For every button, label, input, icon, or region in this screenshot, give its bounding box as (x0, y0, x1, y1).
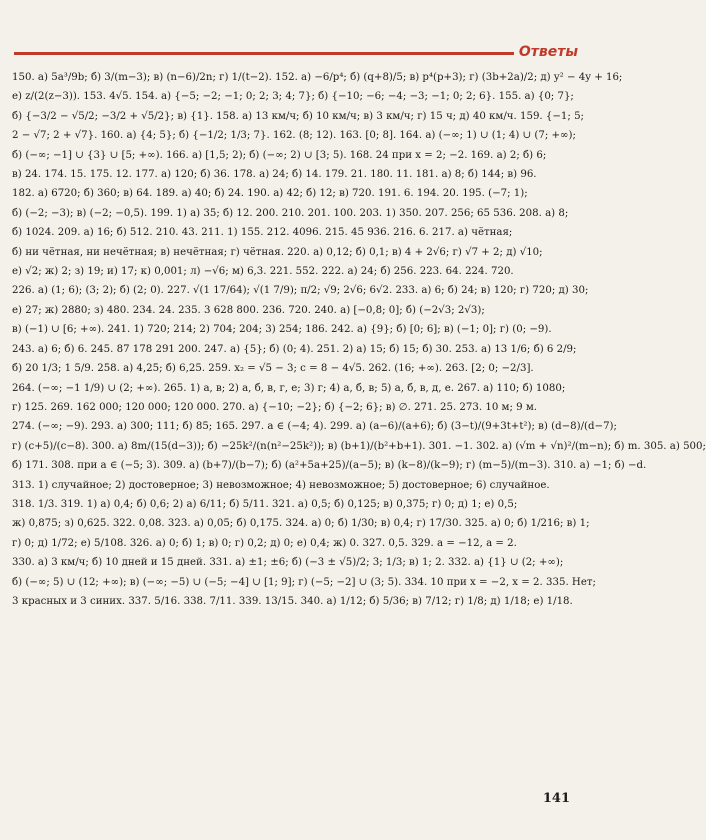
answer-line: е) z/(2(z−3)). 153. 4√5. 154. а) {−5; −2; −1; 0; 2; 3; 4; 7}; б) {−10; −6; −4; −3; −1; 0; 2; 6}. 155. а) {0; 7}; (12, 91, 574, 103)
answer-line: б) 20 1/3; 1 5/9. 258. а) 4,25; б) 6,25. 259. x₂ = √5 − 3; c = 8 − 4√5. 262. (16; +∞). 263. [2; 0; −2/3]. (12, 363, 534, 375)
answer-line: 2 − √7; 2 + √7}. 160. а) {4; 5}; б) {−1/2; 1/3; 7}. 162. (8; 12). 163. [0; 8]. 164. а) (−∞; 1) ∪ (1; 4) ∪ (7; +∞); (12, 130, 576, 142)
answer-line: 226. а) (1; 6); (3; 2); б) (2; 0). 227. √(1 17/64); √(1 7/9); π/2; √9; 2√6; 6√2. 233. а) 6; б) 24; в) 120; г) 720; д) 30; (12, 285, 589, 297)
answers-text (12, 68, 706, 788)
answer-line: 243. а) 6; б) 6. 245. 87 178 291 200. 247. а) {5}; б) (0; 4). 251. 2) а) 15; б) 15; б) 30. 253. а) 13 1/6; б) 6 2/9; (12, 343, 577, 355)
answer-line: б) 171. 308. при a ∈ (−5; 3). 309. а) (b+7)/(b−7); б) (a²+5a+25)/(a−5); в) (k−8)/(k−9); г) (m−5)/(m−3). 310. а) −1; б) −d. (12, 460, 647, 472)
page-number: 141 (542, 791, 570, 806)
answer-line: ж) 0,875; з) 0,625. 322. 0,08. 323. а) 0,05; б) 0,175. 324. а) 0; б) 1/30; в) 0,4; г) 17/30. 325. а) 0; б) 1/216; в) 1; (12, 518, 590, 530)
header-rule (14, 52, 514, 55)
answer-line: г) 0; д) 1/72; е) 5/108. 326. а) 0; б) 1; в) 0; г) 0,2; д) 0; е) 0,4; ж) 0. 327. 0,5. 329. a = −12, a = 2. (12, 537, 517, 549)
answer-line: 318. 1/3. 319. 1) а) 0,4; б) 0,6; 2) а) 6/11; б) 5/11. 321. а) 0,5; б) 0,125; в) 0,375; г) 0; д) 1; е) 0,5; (12, 498, 518, 510)
answer-line: б) ни чётная, ни нечётная; в) нечётная; г) чётная. 220. а) 0,12; б) 0,1; в) 4 + 2√6; г) √7 + 2; д) √10; (12, 246, 543, 258)
answer-line: б) (−∞; −1] ∪ {3} ∪ [5; +∞). 166. а) [1,5; 2); б) (−∞; 2) ∪ [3; 5). 168. 24 при x = 2; −2. 169. а) 2; б) 6; (12, 149, 547, 161)
answer-line: 313. 1) случайное; 2) достоверное; 3) невозможное; 4) невозможное; 5) достоверное; 6) случайное. (12, 479, 550, 491)
answer-line: в) (−1) ∪ [6; +∞). 241. 1) 720; 214; 2) 704; 204; 3) 254; 186. 242. а) {9}; б) [0; 6]; в) (−1; 0]; г) (0; −9). (12, 324, 552, 336)
answer-line: б) {−3/2 − √5/2; −3/2 + √5/2}; в) {1}. 158. а) 13 км/ч; б) 10 км/ч; в) 3 км/ч; г) 15 ч; д) 40 км/ч. 159. {−1; 5; (12, 110, 584, 122)
answer-line: е) √2; ж) 2; з) 19; и) 17; к) 0,001; л) −√6; м) 6,3. 221. 552. 222. а) 24; б) 256. 223. 64. 224. 720. (12, 266, 514, 278)
answer-line: г) 125. 269. 162 000; 120 000; 120 000. 270. а) {−10; −2}; б) {−2; 6}; в) ∅. 271. 25. 273. 10 м; 9 м. (12, 401, 538, 413)
answer-line: 264. (−∞; −1 1/9) ∪ (2; +∞). 265. 1) а, в; 2) а, б, в, г, е; 3) г; 4) а, б, в; 5) а, б, в, д, е. 267. а) 110; б) 1080; (12, 382, 566, 394)
answer-line: 330. а) 3 км/ч; б) 10 дней и 15 дней. 331. а) ±1; ±6; б) (−3 ± √5)/2; 3; 1/3; в) 1; 2. 332. а) {1} ∪ (2; +∞); (12, 557, 564, 569)
answer-line: б) (−∞; 5) ∪ (12; +∞); в) (−∞; −5) ∪ (−5; −4] ∪ [1; 9]; г) (−5; −2] ∪ (3; 5). 334. 10 при x = −2, x = 2. 335. Нет; (12, 576, 596, 588)
answer-line: б) 1024. 209. а) 16; б) 512. 210. 43. 211. 1) 155. 212. 4096. 215. 45 936. 216. 6. 217. а) чётная; (12, 227, 513, 239)
section-title: Ответы (518, 44, 578, 60)
answer-line: 3 красных и 3 синих. 337. 5/16. 338. 7/11. 339. 13/15. 340. а) 1/12; б) 5/36; в) 7/12; г) 1/8; д) 1/18; е) 1/18. (12, 595, 573, 607)
answer-line: г) (c+5)/(c−8). 300. а) 8m/(15(d−3)); б) −25k²/(n(n²−25k²)); в) (b+1)/(b²+b+1). 301. −1. 302. а) (√m + √n)²/(m−n); б) m. 305. а) 500; (12, 440, 706, 452)
answer-line: в) 24. 174. 15. 175. 12. 177. а) 120; б) 36. 178. а) 24; б) 14. 179. 21. 180. 11. 181. а) 8; б) 144; в) 96. (12, 169, 537, 181)
answer-line: б) (−2; −3); в) (−2; −0,5). 199. 1) а) 35; б) 12. 200. 210. 201. 100. 203. 1) 350. 207. 256; 65 536. 208. а) 8; (12, 207, 569, 219)
answer-line: 274. (−∞; −9). 293. а) 300; 111; б) 85; 165. 297. a ∈ (−4; 4). 299. а) (a−6)/(a+6); б) (3−t)/(9+3t+t²); в) (d−8)/(d−7); (12, 421, 617, 433)
answer-line: 150. а) 5a³/9b; б) 3/(m−3); в) (n−6)/2n; г) 1/(t−2). 152. а) −6/p⁴; б) (q+8)/5; в) p⁴(p+3); г) (3b+2a)/2; д) y² − 4y + 16; (12, 72, 623, 83)
answer-line: 182. а) 6720; б) 360; в) 64. 189. а) 40; б) 24. 190. а) 42; б) 12; в) 720. 191. 6. 194. 20. 195. (−7; 1); (12, 188, 528, 200)
answer-line: е) 27; ж) 2880; з) 480. 234. 24. 235. 3 628 800. 236. 720. 240. а) [−0,8; 0]; б) (−2√3; 2√3); (12, 304, 485, 316)
